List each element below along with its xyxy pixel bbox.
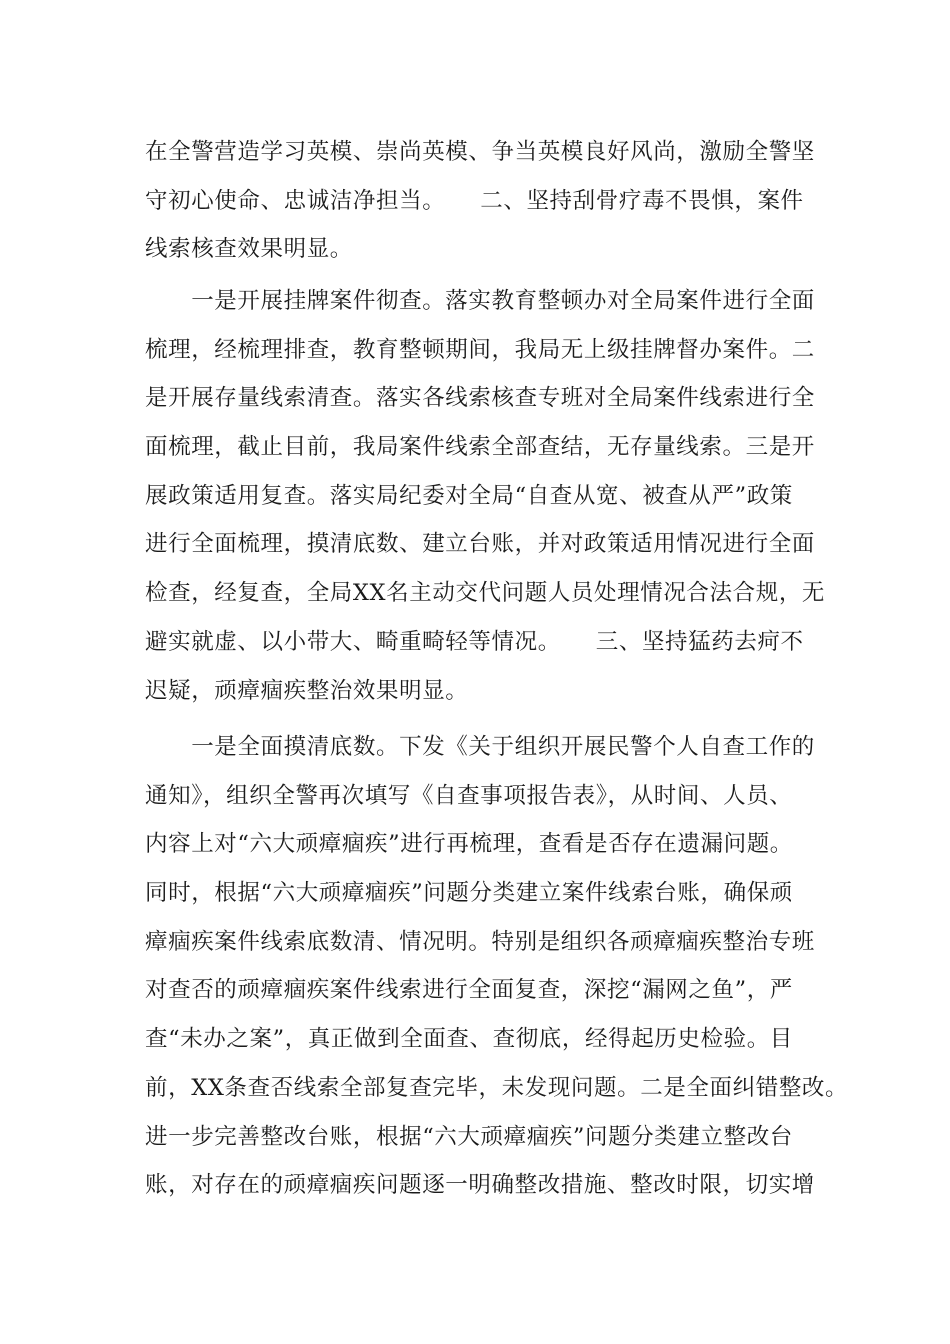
text-line: 对查否的顽瘴痼疾案件线索进行全面复查，深挖“漏网之鱼”，严 xyxy=(145,977,793,1004)
text-line: 前，XX条查否线索全部复查完毕，未发现问题。二是全面纠错整改。 xyxy=(145,1074,849,1101)
text-line: 一是开展挂牌案件彻查。落实教育整顿办对全局案件进行全面 xyxy=(145,288,815,314)
text-line: 查“未办之案”，真正做到全面查、查彻底，经得起历史检验。目 xyxy=(145,1026,793,1053)
paragraph-block-2 xyxy=(145,277,825,715)
text-line: 守初心使命、忠诚洁净担当。 二、坚持刮骨疗毒不畏惧，案件 xyxy=(145,187,804,214)
text-line: 面梳理，截止目前，我局案件线索全部查结，无存量线索。三是开 xyxy=(145,434,815,461)
text-line: 检查，经复查，全局XX名主动交代问题人员处理情况合法合规，无 xyxy=(145,580,826,607)
text-line: 线索核查效果明显。 xyxy=(145,236,353,263)
text-line: 账，对存在的顽瘴痼疾问题逐一明确整改措施、整改时限，切实增 xyxy=(145,1172,815,1199)
text-line: 是开展存量线索清查。落实各线索核查专班对全局案件线索进行全 xyxy=(145,385,815,412)
text-line: 同时，根据“六大顽瘴痼疾”问题分类建立案件线索台账，确保顽 xyxy=(145,880,793,907)
text-line: 一是全面摸清底数。下发《关于组织开展民警个人自查工作的 xyxy=(145,734,815,760)
text-line: 瘴痼疾案件线索底数清、情况明。特别是组织各顽瘴痼疾整治专班 xyxy=(145,928,815,955)
text-line: 通知》，组织全警再次填写《自查事项报告表》，从时间、人员、 xyxy=(145,782,793,809)
paragraph-block-1 xyxy=(145,128,825,274)
text-line: 避实就虚、以小带大、畸重畸轻等情况。 三、坚持猛药去疴不 xyxy=(145,628,804,655)
text-line: 在全警营造学习英模、崇尚英模、争当英模良好风尚，激励全警坚 xyxy=(145,139,815,165)
text-line: 梳理，经梳理排查，教育整顿期间，我局无上级挂牌督办案件。二 xyxy=(145,336,815,363)
text-line: 展政策适用复查。落实局纪委对全局“自查从宽、被查从严”政策 xyxy=(145,482,793,509)
paragraph-block-3 xyxy=(145,723,849,1210)
text-line: 进行全面梳理，摸清底数、建立台账，并对政策适用情况进行全面 xyxy=(145,531,815,558)
text-line: 迟疑，顽瘴痼疾整治效果明显。 xyxy=(145,677,469,704)
text-line: 内容上对“六大顽瘴痼疾”进行再梳理，查看是否存在遗漏问题。 xyxy=(145,831,793,858)
text-line: 进一步完善整改台账，根据“六大顽瘴痼疾”问题分类建立整改台 xyxy=(145,1123,793,1150)
